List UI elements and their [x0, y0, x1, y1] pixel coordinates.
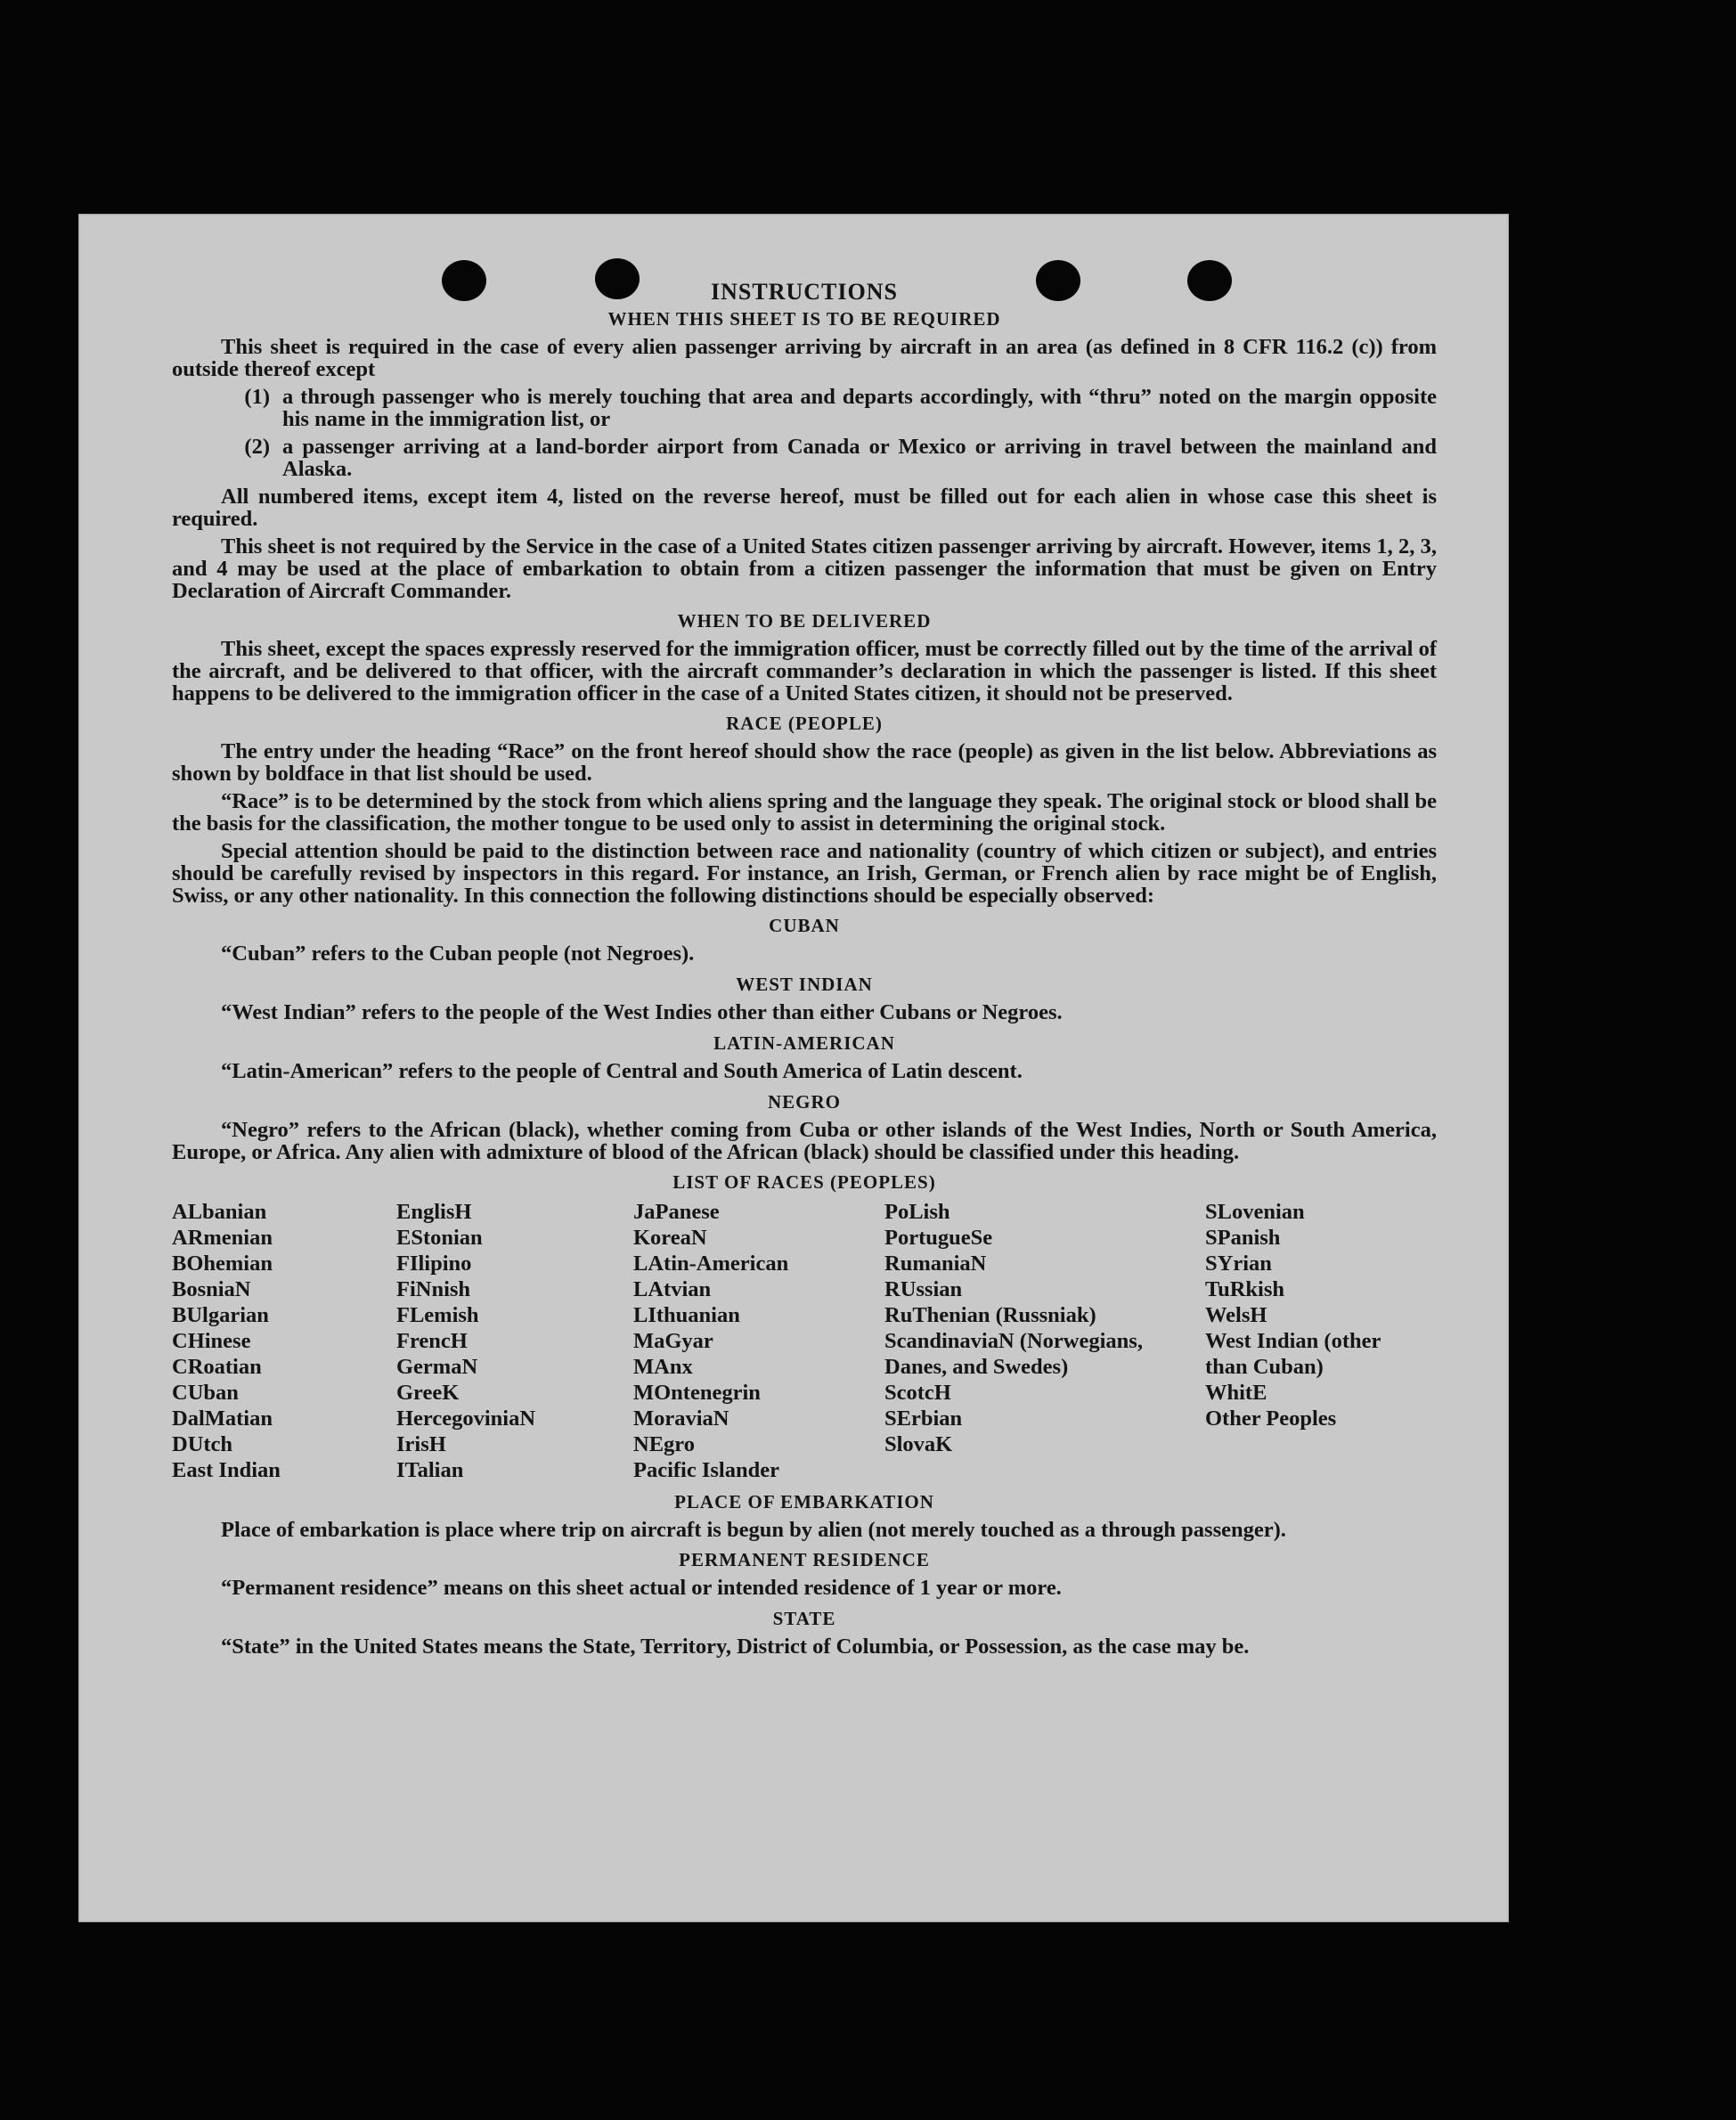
race-entry: BUlgarian: [172, 1303, 269, 1327]
section-heading: PLACE OF EMBARKATION: [674, 1491, 934, 1513]
race-entry: ITalian: [396, 1458, 464, 1482]
paragraph: “State” in the United States means the State, Territory, District of Columbia, or Possession, as the case may be.: [221, 1635, 1250, 1659]
instructions-content: [172, 281, 1437, 1663]
item-number: (1): [244, 385, 270, 409]
races-list: [172, 1199, 1437, 1483]
section-heading: WHEN TO BE DELIVERED: [677, 610, 932, 632]
race-entry: Other Peoples: [1205, 1407, 1337, 1431]
section-heading: PERMANENT RESIDENCE: [679, 1549, 930, 1570]
race-entry: Pacific Islander: [633, 1458, 779, 1482]
race-entry: MAnx: [633, 1355, 693, 1379]
race-entry: ScandinaviaN (Norwegians, Danes, and Swedes): [884, 1329, 1143, 1379]
race-entry: CHinese: [172, 1329, 251, 1353]
race-entry: RuThenian (Russniak): [884, 1303, 1096, 1327]
races-column: [172, 1199, 396, 1483]
race-entry: GermaN: [396, 1355, 478, 1379]
race-entry: WelsH: [1205, 1303, 1267, 1327]
race-entry: MOntenegrin: [633, 1381, 761, 1405]
race-entry: DUtch: [172, 1432, 233, 1456]
race-entry: KoreaN: [633, 1226, 707, 1250]
section-heading: RACE (PEOPLE): [726, 713, 883, 734]
race-entry: FLemish: [396, 1303, 479, 1327]
race-entry: MaGyar: [633, 1329, 713, 1353]
race-entry: FrencH: [396, 1329, 468, 1353]
document-title: INSTRUCTIONS: [711, 279, 898, 305]
race-entry: WhitE: [1205, 1381, 1267, 1405]
races-column: [1205, 1199, 1437, 1483]
section-heading: WEST INDIAN: [736, 974, 873, 995]
race-entry: FiNnish: [396, 1277, 471, 1301]
race-entry: RUssian: [884, 1277, 963, 1301]
item-text: a through passenger who is merely touching that area and departs accordingly, with “thru” noted on the margin opposite his name in the immigration list, or: [282, 385, 1437, 431]
paragraph: “Latin-American” refers to the people of Central and South America of Latin descent.: [221, 1059, 1023, 1083]
race-entry: IrisH: [396, 1432, 446, 1456]
section-heading: CUBAN: [769, 915, 840, 936]
race-entry: ALbanian: [172, 1200, 267, 1224]
race-entry: MoraviaN: [633, 1407, 729, 1431]
races-column: [633, 1199, 884, 1483]
paragraph: All numbered items, except item 4, listed on the reverse hereof, must be filled out for each alien in whose case this sheet is required.: [172, 485, 1437, 531]
section-heading: NEGRO: [767, 1091, 841, 1113]
section-heading: WHEN THIS SHEET IS TO BE REQUIRED: [607, 308, 1001, 330]
race-entry: DalMatian: [172, 1407, 273, 1431]
race-entry: HercegoviniaN: [396, 1407, 536, 1431]
race-entry: RumaniaN: [884, 1252, 987, 1276]
paragraph: “Cuban” refers to the Cuban people (not Negroes).: [221, 942, 695, 966]
race-entry: PoLish: [884, 1200, 950, 1224]
race-entry: SlovaK: [884, 1432, 953, 1456]
race-entry: BOhemian: [172, 1252, 273, 1276]
race-entry: TuRkish: [1205, 1277, 1285, 1301]
race-entry: SLovenian: [1205, 1200, 1305, 1224]
item-text: a passenger arriving at a land-border airport from Canada or Mexico or arriving in travel between the mainland and Alaska.: [282, 435, 1437, 481]
paragraph: “Race” is to be determined by the stock from which aliens spring and the language they speak. The original stock or blood shall be the basis for the classification, the mother tongue to be used only to assist in determining the original stock.: [172, 789, 1437, 836]
list-item: [172, 386, 1437, 430]
race-entry: EnglisH: [396, 1200, 472, 1224]
race-entry: LAtin-American: [633, 1252, 789, 1276]
list-item: [172, 436, 1437, 480]
race-entry: NEgro: [633, 1432, 695, 1456]
race-entry: CRoatian: [172, 1355, 262, 1379]
race-entry: FIlipino: [396, 1252, 472, 1276]
races-column: [884, 1199, 1205, 1483]
race-entry: LAtvian: [633, 1277, 712, 1301]
paragraph: “West Indian” refers to the people of the West Indies other than either Cubans or Negroes.: [221, 1000, 1063, 1024]
race-entry: ARmenian: [172, 1226, 273, 1250]
item-number: (2): [244, 435, 270, 459]
race-entry: ScotcH: [884, 1381, 951, 1405]
paragraph: This sheet, except the spaces expressly reserved for the immigration officer, must be correctly filled out by the time of the arrival of the aircraft, and be delivered to that officer, with the aircraft commander’s declaration in which the passenger is listed. If this sheet happens to be delivered to the immigration officer in the case of a United States citizen, it should not be preserved.: [172, 637, 1437, 705]
section-heading: LATIN-AMERICAN: [713, 1032, 895, 1054]
document-sheet: [78, 214, 1509, 1922]
race-entry: SErbian: [884, 1407, 963, 1431]
paragraph: “Permanent residence” means on this sheet actual or intended residence of 1 year or more.: [221, 1576, 1062, 1600]
race-entry: East Indian: [172, 1458, 281, 1482]
race-entry: CUban: [172, 1381, 239, 1405]
paragraph: This sheet is not required by the Service in the case of a United States citizen passenger arriving by aircraft. However, items 1, 2, 3, and 4 may be used at the place of embarkation to obtain from a citizen passenger the information that must be given on Entry Declaration of Aircraft Commander.: [172, 534, 1437, 603]
race-entry: SPanish: [1205, 1226, 1281, 1250]
race-entry: JaPanese: [633, 1200, 720, 1224]
race-entry: EStonian: [396, 1226, 483, 1250]
paragraph: “Negro” refers to the African (black), whether coming from Cuba or other islands of the West Indies, North or South America, Europe, or Africa. Any alien with admixture of blood of the African (black) should be classified under this heading.: [172, 1118, 1437, 1164]
paragraph: This sheet is required in the case of every alien passenger arriving by aircraft in an area (as defined in 8 CFR 116.2 (c)) from outside thereof except: [172, 335, 1437, 381]
race-entry: LIthuanian: [633, 1303, 740, 1327]
race-entry: GreeK: [396, 1381, 460, 1405]
paragraph: Place of embarkation is place where trip on aircraft is begun by alien (not merely touched as a through passenger).: [221, 1518, 1286, 1542]
races-column: [396, 1199, 633, 1483]
paragraph: The entry under the heading “Race” on the front hereof should show the race (people) as given in the list below. Abbreviations as shown by boldface in that list should be used.: [172, 739, 1437, 786]
section-heading: STATE: [772, 1608, 836, 1629]
paragraph: Special attention should be paid to the distinction between race and nationality (country of which citizen or subject), and entries should be carefully revised by inspectors in this regard. For instance, an Irish, German, or French alien by race might be of English, Swiss, or any other nationality. In this connection the following distinctions should be especially observed:: [172, 839, 1437, 908]
section-heading: LIST OF RACES (PEOPLES): [672, 1171, 936, 1193]
race-entry: SYrian: [1205, 1252, 1272, 1276]
race-entry: BosniaN: [172, 1277, 251, 1301]
race-entry: PortugueSe: [884, 1226, 993, 1250]
race-entry: West Indian (other than Cuban): [1205, 1329, 1381, 1379]
